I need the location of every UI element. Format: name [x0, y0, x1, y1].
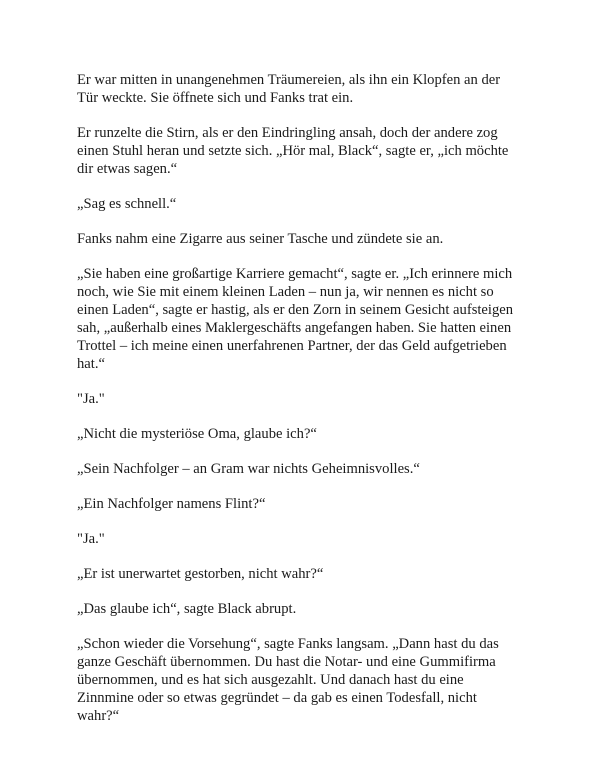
paragraph	[77, 460, 532, 478]
text-line: dir etwas sagen.“	[77, 161, 178, 177]
text-line: noch, wie Sie mit einem kleinen Laden – nun ja, wir nennen es nicht so	[77, 284, 494, 300]
paragraph	[77, 635, 532, 725]
text-line: übernommen, und es hat sich ausgezahlt. Und danach hast du eine	[77, 672, 464, 688]
text-line: Fanks nahm eine Zigarre aus seiner Tasche und zündete sie an.	[77, 231, 444, 247]
paragraph	[77, 265, 532, 373]
text-line: Er war mitten in unangenehmen Träumereien, als ihn ein Klopfen an der	[77, 72, 501, 88]
paragraph	[77, 600, 532, 618]
text-line: Tür weckte. Sie öffnete sich und Fanks trat ein.	[77, 90, 354, 106]
text-line: hat.“	[77, 356, 105, 372]
paragraph	[77, 565, 532, 583]
text-line: Trottel – ich meine einen unerfahrenen Partner, der das Geld aufgetrieben	[77, 338, 507, 354]
paragraph	[77, 425, 532, 443]
text-line: wahr?“	[77, 708, 120, 724]
paragraph	[77, 390, 532, 408]
paragraph	[77, 495, 532, 513]
paragraph	[77, 195, 532, 213]
paragraph	[77, 230, 532, 248]
text-line: „Er ist unerwartet gestorben, nicht wahr?“	[77, 566, 324, 582]
paragraph	[77, 71, 532, 107]
text-line: "Ja."	[77, 531, 105, 547]
text-line: „Nicht die mysteriöse Oma, glaube ich?“	[77, 426, 317, 442]
text-line: ganze Geschäft übernommen. Du hast die Notar- und eine Gummifirma	[77, 654, 496, 670]
text-line: „Schon wieder die Vorsehung“, sagte Fanks langsam. „Dann hast du das	[77, 636, 499, 652]
text-line: einen Stuhl heran und setzte sich. „Hör mal, Black“, sagte er, „ich möchte	[77, 143, 509, 159]
text-line: „Sein Nachfolger – an Gram war nichts Geheimnisvolles.“	[77, 461, 420, 477]
text-line: „Ein Nachfolger namens Flint?“	[77, 496, 266, 512]
paragraph	[77, 124, 532, 178]
paragraph	[77, 530, 532, 548]
body-text	[77, 71, 532, 742]
text-line: sah, „außerhalb eines Maklergeschäfts angefangen haben. Sie hatten einen	[77, 320, 512, 336]
text-line: "Ja."	[77, 391, 105, 407]
text-line: „Das glaube ich“, sagte Black abrupt.	[77, 601, 297, 617]
text-line: Zinnmine oder so etwas gegründet – da gab es einen Todesfall, nicht	[77, 690, 477, 706]
text-line: einen Laden“, sagte er hastig, als er den Zorn in seinem Gesicht aufsteigen	[77, 302, 514, 318]
text-line: „Sag es schnell.“	[77, 196, 177, 212]
text-line: Er runzelte die Stirn, als er den Eindringling ansah, doch der andere zog	[77, 125, 498, 141]
text-line: „Sie haben eine großartige Karriere gemacht“, sagte er. „Ich erinnere mich	[77, 266, 513, 282]
